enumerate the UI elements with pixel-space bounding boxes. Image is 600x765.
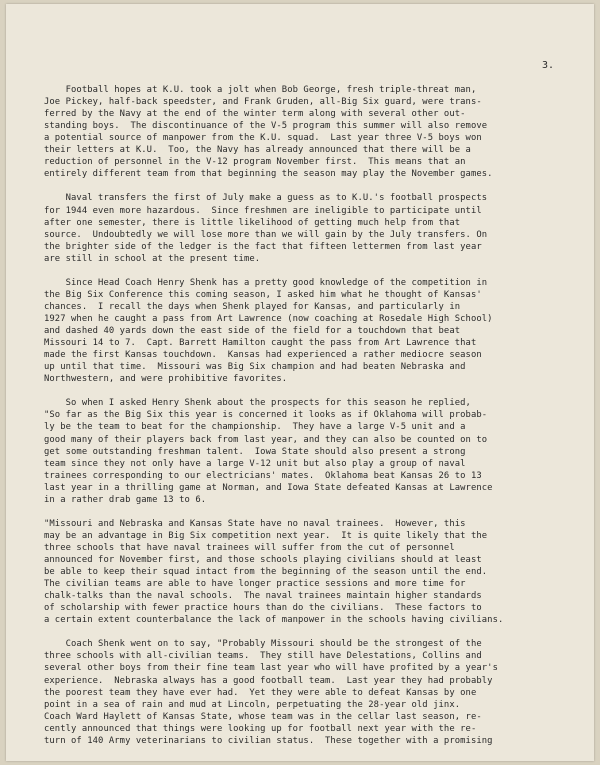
paragraph-4	[44, 397, 564, 505]
text-line: chances. I recall the days when Shenk played for Kansas, and particularly in	[44, 301, 461, 312]
text-line: reduction of personnel in the V-12 program November first. This means that an	[44, 157, 466, 168]
text-line: for 1944 even more hazardous. Since freshmen are ineligible to participate until	[44, 205, 482, 216]
text-line: three schools with all-civilian teams. They still have Delestations, Collins and	[44, 651, 482, 662]
text-line: standing boys. The discontinuance of the V-5 program this summer will also remove	[44, 121, 488, 132]
text-line: Northwestern, and were prohibitive favorites.	[44, 374, 288, 385]
text-line: "Missouri and Nebraska and Kansas State have no naval trainees. However, this	[44, 518, 466, 529]
paragraph-5	[44, 518, 564, 626]
text-line: three schools that have naval trainees will suffer from the cut of personnel	[44, 542, 455, 553]
text-line: Joe Pickey, half-back speedster, and Frank Gruden, all-Big Six guard, were trans-	[44, 97, 482, 108]
paragraph-1	[44, 84, 564, 180]
text-line: Football hopes at K.U. took a jolt when Bob George, fresh triple-threat man,	[44, 85, 477, 95]
text-line: in a rather drab game 13 to 6.	[44, 494, 207, 505]
text-line: entirely different team from that beginning the season may play the November games.	[44, 169, 493, 180]
text-line: team since they not only have a large V-12 unit but also play a group of naval	[44, 458, 466, 469]
paragraph-6	[44, 638, 564, 746]
text-line: of scholarship with fewer practice hours than do the civilians. These factors to	[44, 603, 482, 614]
text-line: are still in school at the present time.	[44, 253, 261, 264]
text-line: good many of their players back from last year, and they can also be counted on to	[44, 434, 488, 445]
paragraph-2	[44, 192, 564, 264]
text-line: up until that time. Missouri was Big Six champion and had beaten Nebraska and	[44, 362, 466, 373]
text-line: may be an advantage in Big Six competition next year. It is quite likely that the	[44, 530, 488, 541]
text-line: Since Head Coach Henry Shenk has a pretty good knowledge of the competition in	[44, 277, 488, 288]
text-line: Naval transfers the first of July make a guess as to K.U.'s football prospects	[44, 193, 488, 204]
text-line: ly be the team to beat for the championship. They have a large V-5 unit and a	[44, 422, 466, 433]
text-line: experience. Nebraska always has a good football team. Last year they had probably	[44, 675, 493, 686]
text-line: "So far as the Big Six this year is concerned it looks as if Oklahoma will probab-	[44, 410, 488, 421]
text-line: trainees corresponding to our electricians' mates. Oklahoma beat Kansas 26 to 13	[44, 470, 482, 481]
text-line: turn of 140 Army veterinarians to civilian status. These together with a promising	[44, 735, 493, 746]
text-line: source. Undoubtedly we will lose more than we will gain by the July transfers. On	[44, 229, 488, 240]
text-line: The civilian teams are able to have longer practice sessions and more time for	[44, 579, 466, 590]
text-line: So when I asked Henry Shenk about the prospects for this season he replied,	[44, 398, 471, 409]
document-page	[6, 4, 594, 761]
text-line: chalk-talks than the naval schools. The naval trainees maintain higher standards	[44, 591, 482, 602]
text-line: Coach Ward Haylett of Kansas State, whose team was in the cellar last season, re-	[44, 711, 482, 722]
text-line: ferred by the Navy at the end of the winter term along with several other out-	[44, 109, 466, 120]
text-line: made the first Kansas touchdown. Kansas had experienced a rather mediocre season	[44, 350, 482, 361]
document-body	[44, 84, 564, 759]
text-line: their letters at K.U. Too, the Navy has already announced that there will be a	[44, 145, 471, 156]
text-line: get some outstanding freshman talent. Iowa State should also present a strong	[44, 446, 466, 457]
text-line: 1927 when he caught a pass from Art Lawrence (now coaching at Rosedale High School)	[44, 313, 493, 324]
text-line: several other boys from their fine team last year who will have profited by a year's	[44, 663, 498, 674]
page-number: 3.	[541, 60, 554, 71]
text-line: Coach Shenk went on to say, "Probably Missouri should be the strongest of the	[44, 639, 482, 650]
text-line: Missouri 14 to 7. Capt. Barrett Hamilton caught the pass from Art Lawrence that	[44, 338, 477, 349]
text-line: after one semester, there is little likelihood of getting much help from that	[44, 217, 461, 228]
text-line: last year in a thrilling game at Norman, and Iowa State defeated Kansas at Lawrence	[44, 482, 493, 493]
text-line: and dashed 40 yards down the east side of the field for a touchdown that beat	[44, 326, 461, 337]
text-line: the Big Six Conference this coming season, I asked him what he thought of Kansas'	[44, 289, 482, 300]
text-line: announced for November first, and those schools playing civilians should at least	[44, 555, 482, 566]
text-line: be able to keep their squad intact from the beginning of the season until the end.	[44, 567, 488, 578]
text-line: a certain extent counterbalance the lack of manpower in the schools having civilians.	[44, 615, 504, 626]
text-line: cently announced that things were looking up for football next year with the re-	[44, 723, 477, 734]
paragraph-3	[44, 277, 564, 385]
text-line: point in a sea of rain and mud at Lincoln, perpetuating the 28-year old jinx.	[44, 699, 461, 710]
text-line: the brighter side of the ledger is the fact that fifteen lettermen from last year	[44, 241, 482, 252]
text-line: the poorest team they have ever had. Yet they were able to defeat Kansas by one	[44, 687, 477, 698]
text-line: a potential source of manpower from the K.U. squad. Last year three V-5 boys won	[44, 133, 482, 144]
